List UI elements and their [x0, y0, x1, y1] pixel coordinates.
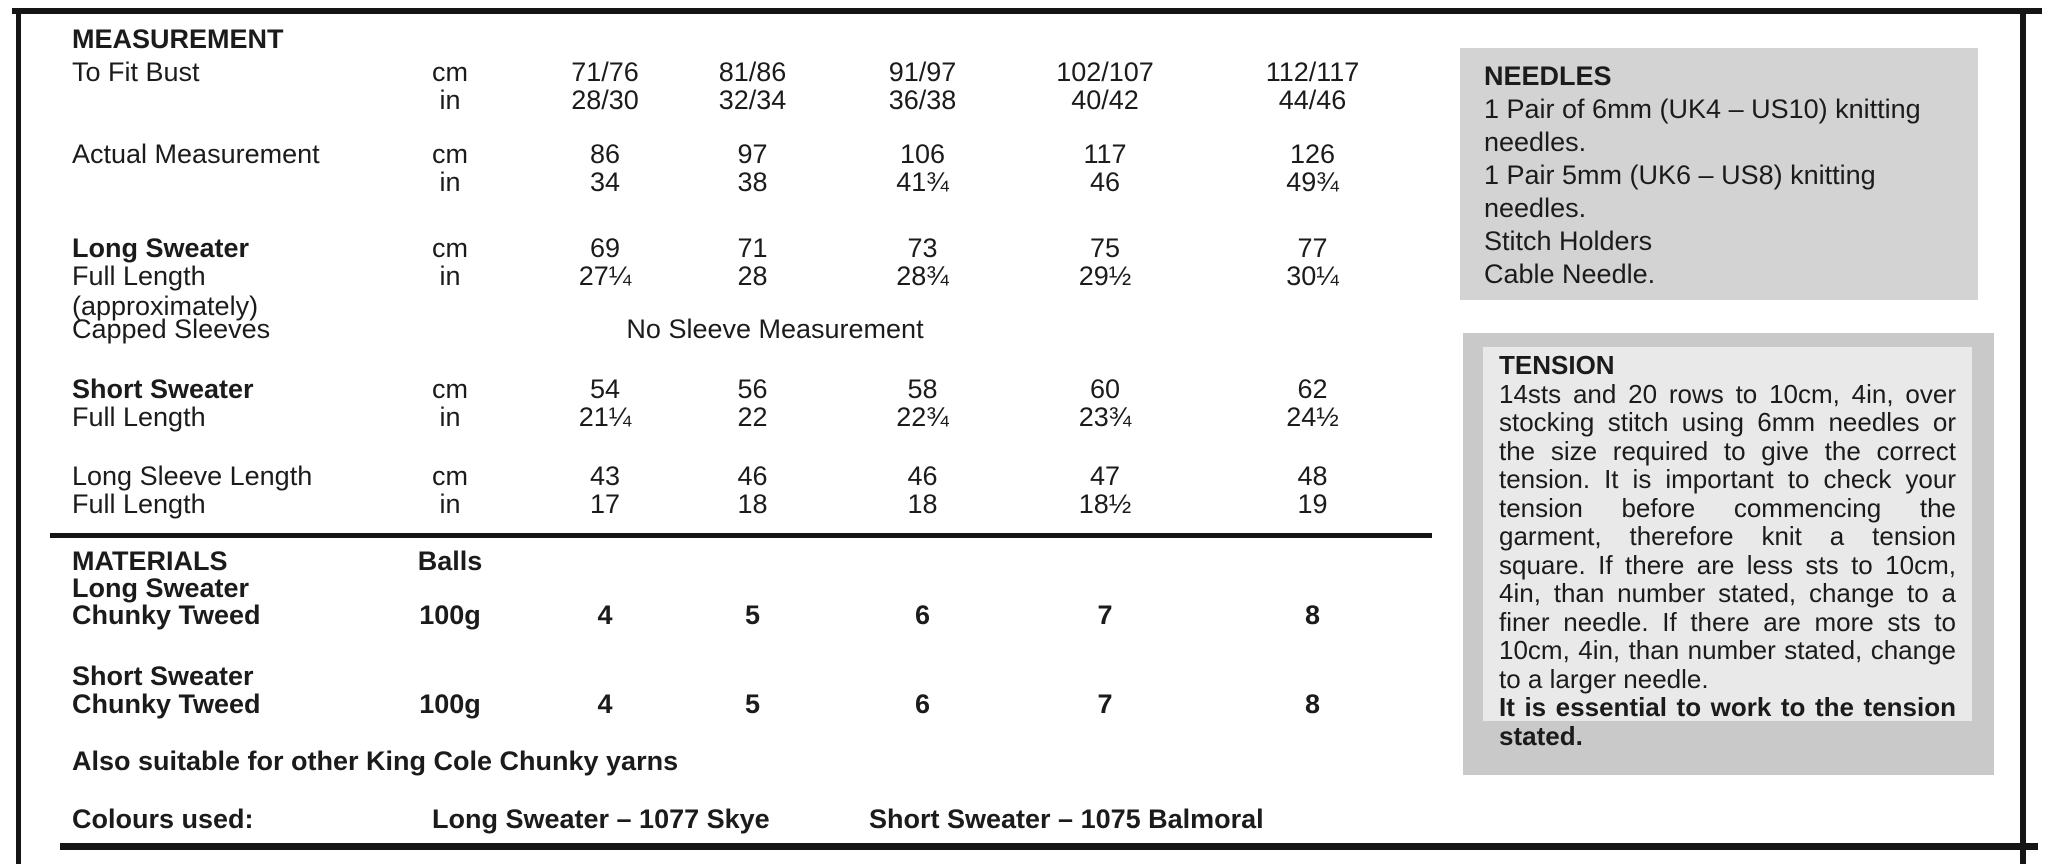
unit-label-cm: cm: [432, 461, 468, 491]
bust-cm-size2: 81/86: [718, 57, 787, 87]
short-balls-size1: 4: [597, 689, 613, 719]
long-balls-size4: 7: [1097, 600, 1113, 630]
short-yarn-weight: 100g: [419, 689, 481, 719]
needles-item: Stitch Holders: [1484, 226, 1653, 256]
sleeve-length-label: Long Sleeve Length: [72, 461, 313, 491]
short-in-size2: 22: [737, 402, 768, 432]
colours-used-label: Colours used:: [72, 804, 254, 834]
unit-label-in: in: [439, 85, 461, 115]
short-balls-size5: 8: [1304, 689, 1321, 719]
long-cm-size4: 75: [1089, 233, 1121, 263]
needles-item: 1 Pair of 6mm (UK4 – US10) knitting needles.: [1484, 94, 1921, 157]
short-balls-size3: 6: [914, 689, 931, 719]
measurement-title: MEASUREMENT: [72, 24, 284, 54]
bust-cm-size3: 91/97: [888, 57, 957, 87]
balls-header: Balls: [417, 546, 483, 576]
long-balls-size3: 6: [914, 600, 931, 630]
sleeve-in-size5: 19: [1297, 489, 1328, 519]
long-yarn-label: Chunky Tweed: [72, 600, 261, 630]
needles-item: 1 Pair 5mm (UK6 – US8) knitting needles.: [1484, 160, 1876, 223]
materials-short-yarn-row: [50, 689, 1450, 719]
short-in-size5: 24½: [1286, 402, 1339, 432]
long-cm-size2: 71: [737, 233, 768, 263]
long-in-size1: 27¼: [578, 261, 632, 291]
actual-cm-size1: 86: [589, 139, 621, 169]
sleeve-length-sublabel: Full Length: [72, 489, 206, 519]
long-in-size5: 30¼: [1286, 261, 1339, 291]
actual-measurement-label: Actual Measurement: [72, 139, 320, 169]
long-sweater-colour: Long Sweater – 1077 Skye: [432, 804, 770, 834]
bust-cm-size4: 102/107: [1056, 57, 1154, 87]
materials-long-sweater-row: [50, 573, 1450, 603]
unit-label-cm: cm: [432, 374, 468, 404]
unit-label-cm: cm: [432, 233, 468, 263]
sleeve-cm-size1: 43: [589, 461, 621, 491]
short-balls-size4: 7: [1097, 689, 1113, 719]
bust-in-size1: 28/30: [571, 85, 639, 115]
short-sweater-label: Short Sweater: [72, 374, 254, 404]
long-cm-size3: 73: [907, 233, 938, 263]
long-in-size3: 28¾: [896, 261, 949, 291]
sleeve-cm-size4: 47: [1089, 461, 1121, 491]
to-fit-bust-row-cm: [50, 57, 1450, 87]
long-sweater-sublabel: Full Length (approximately): [72, 261, 259, 321]
actual-cm-size5: 126: [1289, 139, 1336, 169]
sleeve-length-row-in: [50, 489, 1450, 519]
sleeve-cm-size2: 46: [737, 461, 768, 491]
short-cm-size5: 62: [1297, 374, 1328, 404]
capped-sleeves-label: Capped Sleeves: [72, 314, 271, 344]
bust-in-size4: 40/42: [1071, 85, 1139, 115]
actual-in-size3: 41¾: [896, 167, 949, 197]
bust-cm-size5: 112/117: [1265, 57, 1360, 87]
short-yarn-label: Chunky Tweed: [72, 689, 261, 719]
bust-in-size3: 36/38: [888, 85, 957, 115]
bust-in-size2: 32/34: [718, 85, 787, 115]
sleeve-in-size1: 17: [589, 489, 621, 519]
actual-in-size2: 38: [737, 167, 768, 197]
sleeve-in-size4: 18½: [1078, 489, 1132, 519]
short-cm-size3: 58: [907, 374, 938, 404]
actual-in-size1: 34: [589, 167, 621, 197]
no-sleeve-measurement-note: No Sleeve Measurement: [626, 314, 924, 344]
sleeve-cm-size3: 46: [907, 461, 938, 491]
capped-sleeves-row: [50, 314, 1450, 344]
long-balls-size2: 5: [744, 600, 761, 630]
unit-label-cm: cm: [432, 57, 468, 87]
short-cm-size2: 56: [737, 374, 768, 404]
short-sweater-colour: Short Sweater – 1075 Balmoral: [869, 804, 1264, 834]
short-in-size4: 23¾: [1078, 402, 1132, 432]
short-sweater-row-cm: [50, 374, 1450, 404]
short-in-size1: 21¼: [578, 402, 632, 432]
tension-panel-inner: [1483, 347, 1972, 751]
needles-title: NEEDLES: [1484, 61, 1612, 91]
long-balls-size1: 4: [597, 600, 613, 630]
actual-measurement-row-cm: [50, 139, 1450, 169]
actual-cm-size2: 97: [737, 139, 768, 169]
unit-label-in: in: [439, 489, 461, 519]
other-yarns-note: Also suitable for other King Cole Chunky yarns: [72, 746, 679, 776]
short-balls-size2: 5: [744, 689, 761, 719]
actual-measurement-row-in: [50, 167, 1450, 197]
long-cm-size5: 77: [1297, 233, 1328, 263]
materials-long-yarn-row: [50, 600, 1450, 630]
long-yarn-weight: 100g: [419, 600, 481, 630]
long-in-size4: 29½: [1078, 261, 1132, 291]
materials-short-sweater-label: Short Sweater: [72, 661, 254, 691]
sleeve-in-size3: 18: [907, 489, 938, 519]
long-sweater-row-cm: [50, 233, 1450, 263]
page-border-left: [16, 8, 21, 864]
short-sweater-row-in: [50, 402, 1450, 432]
page-border-top: [12, 8, 2042, 14]
needles-item: Cable Needle.: [1484, 259, 1656, 289]
to-fit-bust-row-in: [50, 85, 1450, 115]
to-fit-bust-label: To Fit Bust: [72, 57, 200, 87]
short-sweater-sublabel: Full Length: [72, 402, 206, 432]
needles-panel: [1460, 48, 1978, 300]
long-sweater-label: Long Sweater: [72, 233, 250, 263]
actual-in-size4: 46: [1089, 167, 1121, 197]
tension-panel: [1463, 333, 1994, 775]
short-cm-size1: 54: [589, 374, 621, 404]
sleeve-in-size2: 18: [737, 489, 768, 519]
unit-label-cm: cm: [432, 139, 468, 169]
tension-body: 14sts and 20 rows to 10cm, 4in, over stocking stitch using 6mm needles or the size required to give the correct tension. It is important to check your tension before commencing the garment, therefore knit a tension square. If there are less sts to 10cm, 4in, than number stated, change to a finer needle. If there are more sts to 10cm, 4in, than number stated, change to a larger needle.: [1499, 378, 1956, 694]
actual-cm-size3: 106: [899, 139, 946, 169]
sleeve-cm-size5: 48: [1297, 461, 1328, 491]
bust-in-size5: 44/46: [1278, 85, 1347, 115]
long-balls-size5: 8: [1304, 600, 1321, 630]
materials-short-sweater-row: [50, 661, 1450, 691]
short-cm-size4: 60: [1089, 374, 1121, 404]
unit-label-in: in: [439, 261, 461, 291]
long-sweater-row-in: [50, 261, 1450, 321]
bottom-rule: [60, 843, 2038, 850]
tension-title: TENSION: [1499, 350, 1615, 380]
sleeve-length-row-cm: [50, 461, 1450, 491]
unit-label-in: in: [439, 402, 461, 432]
page-border-right: [2020, 8, 2026, 864]
long-cm-size1: 69: [589, 233, 621, 263]
unit-label-in: in: [439, 167, 461, 197]
materials-header-row: [50, 546, 1450, 576]
long-in-size2: 28: [737, 261, 768, 291]
bust-cm-size1: 71/76: [571, 57, 639, 87]
short-in-size3: 22¾: [896, 402, 949, 432]
actual-cm-size4: 117: [1083, 139, 1127, 169]
materials-long-sweater-label: Long Sweater: [72, 573, 250, 603]
tension-emphasis: It is essential to work to the tension stated.: [1499, 692, 1956, 751]
materials-title: MATERIALS: [72, 546, 228, 576]
actual-in-size5: 49¾: [1286, 167, 1339, 197]
materials-divider-rule: [50, 533, 1432, 538]
